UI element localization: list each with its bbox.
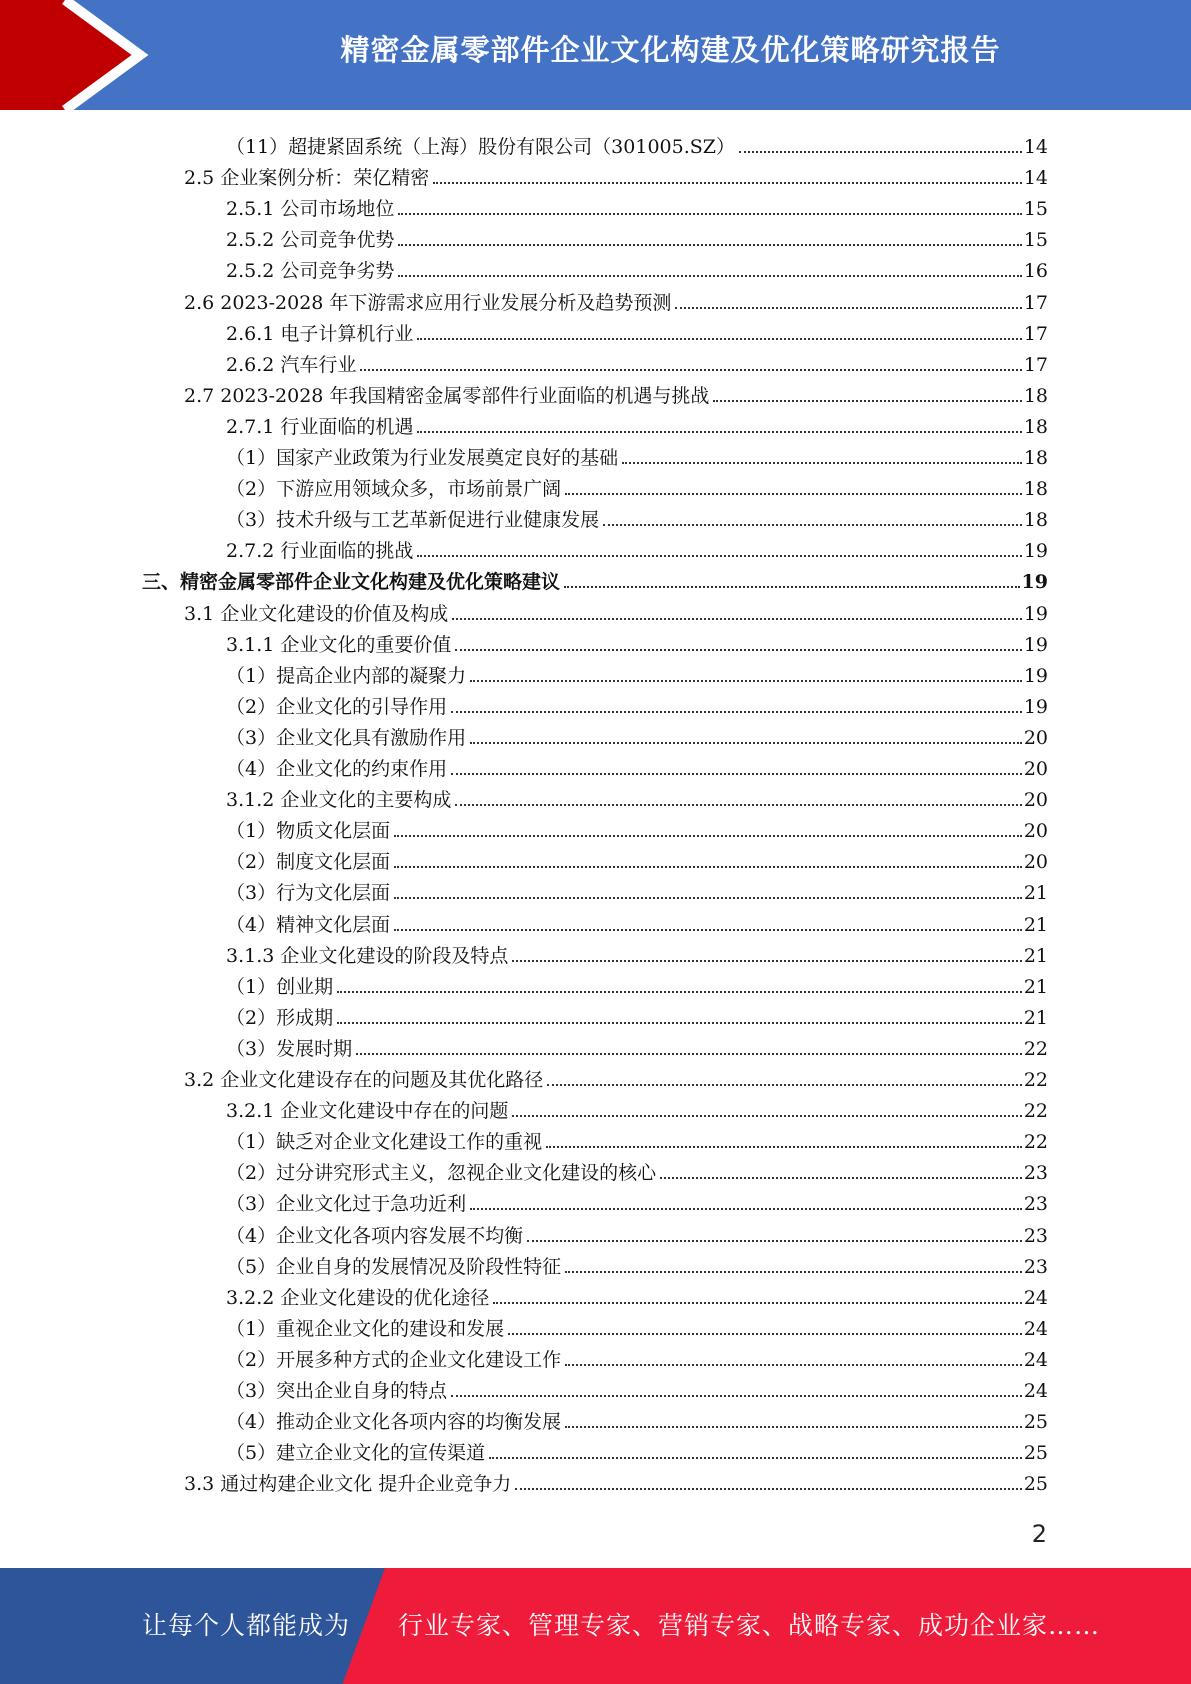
- toc-entry-page: 24: [1023, 1317, 1048, 1340]
- toc-entry-page: 18: [1023, 478, 1048, 501]
- toc-entry-page: 22: [1023, 1069, 1048, 1091]
- toc-leader-dots: [470, 1208, 1022, 1210]
- toc-entry-page: 24: [1023, 1380, 1048, 1402]
- toc-entry[interactable]: [226, 1184, 1048, 1215]
- toc-leader-dots: [398, 244, 1021, 246]
- toc-entry[interactable]: [226, 967, 1048, 998]
- toc-leader-dots: [546, 1146, 1022, 1148]
- toc-entry-page: 20: [1023, 726, 1048, 749]
- toc-entry-page: 20: [1023, 851, 1048, 874]
- toc-entry-title: （1）提高企业内部的凝聚力: [226, 664, 467, 687]
- toc-entry-page: 21: [1023, 882, 1048, 905]
- toc-leader-dots: [360, 369, 1021, 371]
- toc-entry[interactable]: [226, 842, 1048, 873]
- toc-entry-title: （1）创业期: [226, 975, 334, 998]
- toc-entry-page: 15: [1023, 229, 1048, 252]
- toc-entry[interactable]: [226, 936, 1048, 967]
- toc-entry-page: 20: [1023, 820, 1048, 843]
- toc-entry-page: 16: [1023, 260, 1048, 283]
- toc-entry[interactable]: [226, 251, 1048, 282]
- toc-leader-dots: [455, 649, 1021, 651]
- toc-leader-dots: [565, 493, 1022, 495]
- toc-entry-page: 21: [1023, 944, 1048, 967]
- toc-entry-page: 18: [1023, 415, 1048, 438]
- toc-leader-dots: [527, 1240, 1022, 1242]
- toc-entry-title: 3.3 通过构建企业文化 提升企业竞争力: [184, 1473, 512, 1496]
- toc-entry[interactable]: [226, 189, 1048, 220]
- toc-entry[interactable]: [226, 1278, 1048, 1309]
- toc-leader-dots: [493, 1302, 1021, 1304]
- toc-entry[interactable]: [184, 376, 1048, 407]
- toc-entry[interactable]: [226, 1402, 1048, 1433]
- toc-entry-page: 22: [1023, 1100, 1048, 1123]
- toc-entry-title: 2.7.2 行业面临的挑战: [226, 540, 414, 563]
- toc-entry[interactable]: [226, 1216, 1048, 1247]
- header-arrow-icon: [0, 0, 160, 110]
- toc-entry[interactable]: [226, 500, 1048, 531]
- toc-leader-dots: [337, 1022, 1022, 1024]
- toc-entry[interactable]: [226, 873, 1048, 904]
- toc-entry-title: （2）制度文化层面: [226, 851, 391, 874]
- toc-entry-title: （2）下游应用领域众多，市场前景广阔: [226, 478, 562, 501]
- toc-entry-page: 18: [1023, 384, 1048, 407]
- toc-entry-title: （2）过分讲究形式主义，忽视企业文化建设的核心: [226, 1162, 657, 1185]
- page-number: 2: [1031, 1520, 1047, 1548]
- toc-entry[interactable]: [184, 283, 1048, 314]
- toc-entry-title: （1）重视企业文化的建设和发展: [226, 1317, 505, 1340]
- toc-entry[interactable]: [226, 656, 1048, 687]
- toc-leader-dots: [398, 213, 1021, 215]
- toc-leader-dots: [433, 182, 1022, 184]
- toc-entry-page: 21: [1023, 913, 1048, 936]
- toc-entry-title: （3）发展时期: [226, 1037, 353, 1060]
- toc-entry-title: （3）行为文化层面: [226, 882, 391, 905]
- toc-entry[interactable]: [226, 469, 1048, 500]
- toc-leader-dots: [417, 555, 1021, 557]
- toc-entry-title: 3.1.3 企业文化建设的阶段及特点: [226, 944, 509, 967]
- toc-entry[interactable]: [226, 1029, 1048, 1060]
- toc-entry-title: （11）超捷紧固系统（上海）股份有限公司（301005.SZ）: [226, 136, 735, 158]
- toc-leader-dots: [660, 1177, 1022, 1179]
- toc-entry-page: 21: [1023, 1006, 1048, 1029]
- toc-entry-page: 17: [1023, 353, 1048, 376]
- toc-entry[interactable]: [226, 531, 1048, 562]
- document-title: 精密金属零部件企业文化构建及优化策略研究报告: [340, 33, 1001, 67]
- page-header: [0, 0, 1191, 110]
- toc-leader-dots: [451, 1395, 1022, 1397]
- toc-entry-title: 3.1 企业文化建设的价值及构成: [184, 602, 449, 625]
- toc-leader-dots: [417, 338, 1021, 340]
- toc-entry[interactable]: [226, 749, 1048, 780]
- toc-entry-page: 17: [1023, 322, 1048, 345]
- toc-entry[interactable]: [226, 718, 1048, 749]
- toc-entry-title: （2）开展多种方式的企业文化建设工作: [226, 1348, 562, 1371]
- toc-entry-page: 23: [1023, 1255, 1048, 1278]
- toc-entry-title: （5）企业自身的发展情况及阶段性特征: [226, 1255, 562, 1278]
- toc-entry-title: 2.5.2 公司竞争劣势: [226, 260, 395, 283]
- toc-entry[interactable]: [184, 1464, 1048, 1495]
- toc-entry-page: 19: [1023, 664, 1048, 687]
- toc-entry[interactable]: [226, 1247, 1048, 1278]
- toc-leader-dots: [565, 1271, 1022, 1273]
- toc-entry-title: 2.6.1 电子计算机行业: [226, 322, 414, 345]
- toc-leader-dots: [603, 524, 1022, 526]
- toc-entry-title: 2.5 企业案例分析：荣亿精密: [184, 167, 430, 190]
- toc-entry[interactable]: [226, 1122, 1048, 1153]
- toc-entry-title: （3）突出企业自身的特点: [226, 1380, 448, 1402]
- toc-leader-dots: [622, 462, 1022, 464]
- toc-entry-title: （4）精神文化层面: [226, 913, 391, 936]
- toc-leader-dots: [356, 1053, 1022, 1055]
- toc-entry[interactable]: [226, 780, 1048, 811]
- toc-entry-page: 18: [1023, 447, 1048, 469]
- toc-entry[interactable]: [226, 127, 1048, 158]
- toc-entry[interactable]: [226, 998, 1048, 1029]
- toc-leader-dots: [512, 1115, 1021, 1117]
- toc-entry[interactable]: [226, 687, 1048, 718]
- toc-entry-page: 20: [1023, 758, 1048, 780]
- toc-entry[interactable]: [226, 1371, 1048, 1402]
- toc-entry-title: 3.2 企业文化建设存在的问题及其优化路径: [184, 1069, 544, 1091]
- toc-entry-page: 19: [1021, 571, 1048, 594]
- toc-entry-title: （3）技术升级与工艺革新促进行业健康发展: [226, 509, 600, 532]
- toc-entry[interactable]: [184, 1060, 1048, 1091]
- toc-entry-title: （3）企业文化过于急功近利: [226, 1193, 467, 1216]
- toc-entry[interactable]: [184, 594, 1048, 625]
- toc-entry[interactable]: [226, 905, 1048, 936]
- toc-entry-title: 3.2.1 企业文化建设中存在的问题: [226, 1100, 509, 1123]
- toc-leader-dots: [515, 1488, 1022, 1490]
- toc-entry-title: （1）缺乏对企业文化建设工作的重视: [226, 1131, 543, 1154]
- toc-leader-dots: [739, 151, 1022, 153]
- toc-entry-page: 25: [1023, 1473, 1048, 1496]
- toc-entry[interactable]: [226, 1433, 1048, 1464]
- toc-entry-title: 2.5.2 公司竞争优势: [226, 229, 395, 252]
- toc-entry[interactable]: [226, 345, 1048, 376]
- toc-leader-dots: [547, 1084, 1022, 1086]
- toc-leader-dots: [394, 929, 1022, 931]
- page-footer: [0, 1568, 1191, 1684]
- toc-entry[interactable]: [226, 625, 1048, 656]
- toc-leader-dots: [675, 307, 1021, 309]
- toc-entry[interactable]: [226, 811, 1048, 842]
- toc-entry-title: 三、精密金属零部件企业文化构建及优化策略建议: [142, 571, 561, 594]
- toc-entry-title: 2.5.1 公司市场地位: [226, 198, 395, 221]
- toc-entry-title: 2.6 2023-2028 年下游需求应用行业发展分析及趋势预测: [184, 291, 672, 314]
- toc-leader-dots: [394, 897, 1022, 899]
- toc-entry-page: 24: [1023, 1286, 1048, 1309]
- toc-leader-dots: [713, 400, 1021, 402]
- toc-entry-page: 14: [1023, 136, 1048, 158]
- toc-entry-title: （4）企业文化各项内容发展不均衡: [226, 1224, 524, 1247]
- toc-leader-dots: [565, 1364, 1022, 1366]
- toc-entry-page: 19: [1023, 540, 1048, 563]
- toc-entry-page: 25: [1023, 1411, 1048, 1434]
- toc-entry-page: 14: [1023, 167, 1048, 190]
- toc-leader-dots: [398, 275, 1021, 277]
- toc-entry[interactable]: [184, 158, 1048, 189]
- toc-leader-dots: [417, 431, 1021, 433]
- toc-leader-dots: [512, 960, 1021, 962]
- toc-entry-page: 18: [1023, 509, 1048, 532]
- toc-entry-page: 21: [1023, 975, 1048, 998]
- toc-leader-dots: [394, 866, 1022, 868]
- footer-slogan-right: 行业专家、管理专家、营销专家、战略专家、成功企业家……: [398, 1611, 1101, 1640]
- toc-leader-dots: [451, 711, 1022, 713]
- toc-leader-dots: [508, 1333, 1022, 1335]
- toc-entry-title: 3.2.2 企业文化建设的优化途径: [226, 1286, 490, 1309]
- footer-slogan-left: 让每个人都能成为: [142, 1611, 351, 1640]
- toc-leader-dots: [394, 835, 1022, 837]
- toc-entry[interactable]: [226, 438, 1048, 469]
- toc-entry[interactable]: [226, 1309, 1048, 1340]
- toc-entry-title: 3.1.2 企业文化的主要构成: [226, 789, 452, 812]
- toc-entry-page: 23: [1023, 1162, 1048, 1185]
- toc-entry-page: 19: [1023, 602, 1048, 625]
- toc-leader-dots: [455, 804, 1021, 806]
- toc-entry-title: 3.1.1 企业文化的重要价值: [226, 633, 452, 656]
- toc-entry-title: （2）企业文化的引导作用: [226, 695, 448, 718]
- toc-entry-page: 22: [1023, 1131, 1048, 1154]
- toc-entry-page: 23: [1023, 1193, 1048, 1216]
- toc-entry-title: （5）建立企业文化的宣传渠道: [226, 1442, 486, 1465]
- toc-entry-title: （3）企业文化具有激励作用: [226, 726, 467, 749]
- toc-entry-page: 22: [1023, 1037, 1048, 1060]
- toc-entry-page: 20: [1023, 789, 1048, 812]
- toc-entry-title: （2）形成期: [226, 1006, 334, 1029]
- toc-leader-dots: [470, 742, 1022, 744]
- toc-leader-dots: [565, 1426, 1022, 1428]
- toc-entry-title: （1）国家产业政策为行业发展奠定良好的基础: [226, 447, 619, 469]
- toc-entry-page: 24: [1023, 1348, 1048, 1371]
- toc-entry-title: （4）企业文化的约束作用: [226, 758, 448, 780]
- toc-entry-title: （4）推动企业文化各项内容的均衡发展: [226, 1411, 562, 1434]
- toc-entry-page: 15: [1023, 198, 1048, 221]
- toc-entry-page: 23: [1023, 1224, 1048, 1247]
- toc-leader-dots: [564, 586, 1020, 588]
- toc-entry[interactable]: [226, 314, 1048, 345]
- toc-leader-dots: [451, 773, 1022, 775]
- toc-entry-page: 19: [1023, 695, 1048, 718]
- toc-leader-dots: [470, 680, 1022, 682]
- toc-entry[interactable]: [226, 1091, 1048, 1122]
- toc-entry[interactable]: [226, 407, 1048, 438]
- toc-leader-dots: [489, 1457, 1022, 1459]
- toc-entry-title: 2.7 2023-2028 年我国精密金属零部件行业面临的机遇与挑战: [184, 384, 710, 407]
- toc-entry-page: 17: [1023, 291, 1048, 314]
- toc-entry[interactable]: [226, 1340, 1048, 1371]
- toc-leader-dots: [452, 618, 1022, 620]
- toc-entry-title: （1）物质文化层面: [226, 820, 391, 843]
- toc-entry[interactable]: [226, 220, 1048, 251]
- toc-entry-title: 2.7.1 行业面临的机遇: [226, 415, 414, 438]
- toc-entry-page: 25: [1023, 1442, 1048, 1465]
- toc-leader-dots: [337, 991, 1022, 993]
- toc-entry-title: 2.6.2 汽车行业: [226, 353, 357, 376]
- toc-entry-page: 19: [1023, 633, 1048, 656]
- toc-entry[interactable]: [226, 1153, 1048, 1184]
- toc-entry[interactable]: [142, 562, 1048, 593]
